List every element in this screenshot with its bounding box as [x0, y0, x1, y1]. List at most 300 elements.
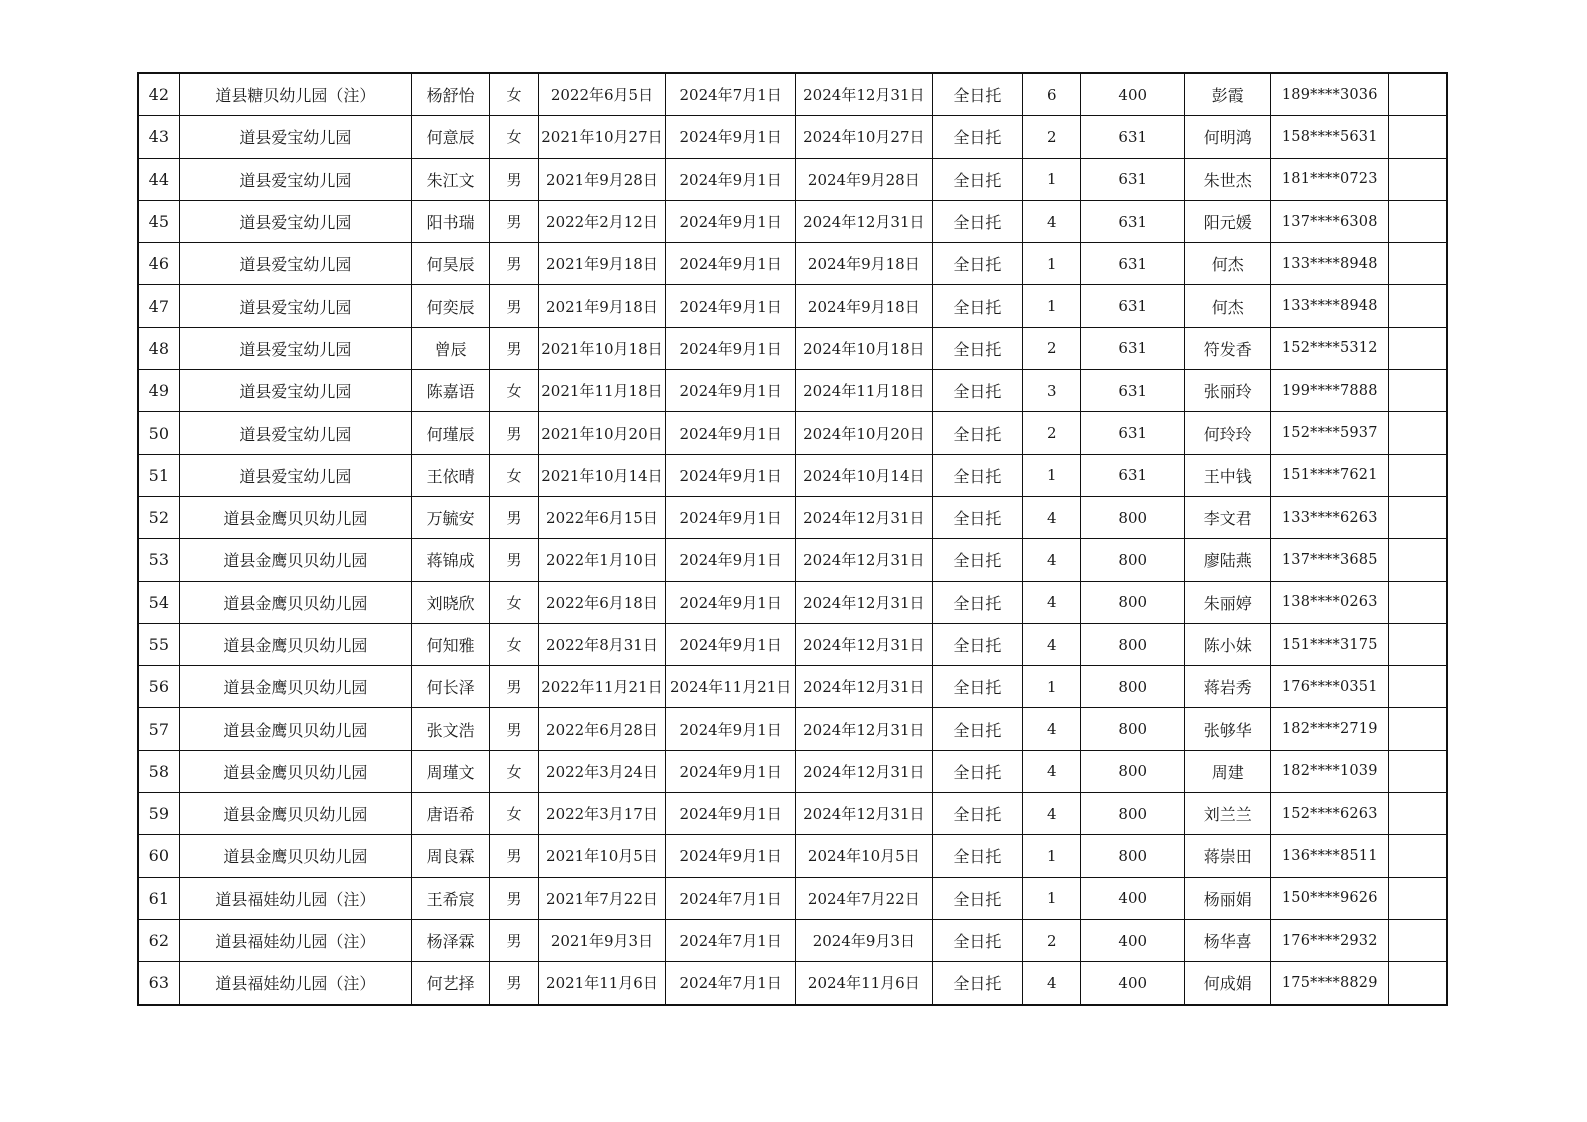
phone-cell: 176****2932	[1271, 919, 1389, 961]
end-date-cell: 2024年10月20日	[795, 412, 932, 454]
row-number-cell: 56	[138, 666, 179, 708]
end-date-cell: 2024年12月31日	[795, 539, 932, 581]
birth-date-cell: 2021年11月6日	[538, 962, 666, 1005]
row-number-cell: 62	[138, 919, 179, 961]
care-type-cell: 全日托	[932, 412, 1022, 454]
months-cell: 1	[1023, 285, 1081, 327]
months-cell: 1	[1023, 877, 1081, 919]
table-row	[138, 750, 1447, 792]
note-cell	[1389, 370, 1447, 412]
care-type-cell: 全日托	[932, 835, 1022, 877]
months-cell: 3	[1023, 370, 1081, 412]
row-number-cell: 49	[138, 370, 179, 412]
child-name-cell: 曾辰	[411, 327, 489, 369]
kindergarten-cell: 道县金鹰贝贝幼儿园	[179, 835, 411, 877]
guardian-name-cell: 何明鸿	[1185, 116, 1271, 158]
table-row	[138, 793, 1447, 835]
amount-cell: 800	[1081, 835, 1185, 877]
end-date-cell: 2024年9月18日	[795, 285, 932, 327]
row-number-cell: 52	[138, 496, 179, 538]
note-cell	[1389, 116, 1447, 158]
amount-cell: 631	[1081, 327, 1185, 369]
gender-cell: 女	[490, 73, 538, 116]
table-row	[138, 73, 1447, 116]
row-number-cell: 47	[138, 285, 179, 327]
months-cell: 4	[1023, 962, 1081, 1005]
gender-cell: 男	[490, 877, 538, 919]
kindergarten-cell: 道县金鹰贝贝幼儿园	[179, 539, 411, 581]
child-name-cell: 王希宸	[411, 877, 489, 919]
start-date-cell: 2024年11月21日	[666, 666, 796, 708]
gender-cell: 男	[490, 666, 538, 708]
kindergarten-cell: 道县爱宝幼儿园	[179, 243, 411, 285]
start-date-cell: 2024年9月1日	[666, 116, 796, 158]
months-cell: 4	[1023, 708, 1081, 750]
table-row	[138, 327, 1447, 369]
note-cell	[1389, 285, 1447, 327]
note-cell	[1389, 793, 1447, 835]
amount-cell: 631	[1081, 200, 1185, 242]
end-date-cell: 2024年9月28日	[795, 158, 932, 200]
care-type-cell: 全日托	[932, 73, 1022, 116]
amount-cell: 800	[1081, 666, 1185, 708]
amount-cell: 400	[1081, 73, 1185, 116]
months-cell: 4	[1023, 793, 1081, 835]
table-row	[138, 454, 1447, 496]
birth-date-cell: 2022年8月31日	[538, 623, 666, 665]
phone-cell: 137****3685	[1271, 539, 1389, 581]
guardian-name-cell: 杨丽娟	[1185, 877, 1271, 919]
end-date-cell: 2024年10月5日	[795, 835, 932, 877]
kindergarten-cell: 道县爱宝幼儿园	[179, 285, 411, 327]
start-date-cell: 2024年9月1日	[666, 285, 796, 327]
months-cell: 2	[1023, 919, 1081, 961]
care-type-cell: 全日托	[932, 877, 1022, 919]
kindergarten-cell: 道县福娃幼儿园（注）	[179, 919, 411, 961]
note-cell	[1389, 158, 1447, 200]
guardian-name-cell: 符发香	[1185, 327, 1271, 369]
months-cell: 1	[1023, 666, 1081, 708]
birth-date-cell: 2022年6月18日	[538, 581, 666, 623]
child-name-cell: 蒋锦成	[411, 539, 489, 581]
gender-cell: 女	[490, 581, 538, 623]
phone-cell: 138****0263	[1271, 581, 1389, 623]
phone-cell: 133****6263	[1271, 496, 1389, 538]
gender-cell: 女	[490, 623, 538, 665]
start-date-cell: 2024年9月1日	[666, 412, 796, 454]
start-date-cell: 2024年9月1日	[666, 623, 796, 665]
child-name-cell: 朱江文	[411, 158, 489, 200]
child-name-cell: 唐语希	[411, 793, 489, 835]
table-row	[138, 116, 1447, 158]
guardian-name-cell: 朱世杰	[1185, 158, 1271, 200]
start-date-cell: 2024年9月1日	[666, 539, 796, 581]
phone-cell: 199****7888	[1271, 370, 1389, 412]
note-cell	[1389, 962, 1447, 1005]
gender-cell: 男	[490, 919, 538, 961]
start-date-cell: 2024年9月1日	[666, 581, 796, 623]
end-date-cell: 2024年12月31日	[795, 496, 932, 538]
note-cell	[1389, 200, 1447, 242]
end-date-cell: 2024年12月31日	[795, 623, 932, 665]
gender-cell: 男	[490, 327, 538, 369]
birth-date-cell: 2022年6月28日	[538, 708, 666, 750]
care-type-cell: 全日托	[932, 327, 1022, 369]
start-date-cell: 2024年9月1日	[666, 454, 796, 496]
table-row	[138, 158, 1447, 200]
care-type-cell: 全日托	[932, 243, 1022, 285]
birth-date-cell: 2021年11月18日	[538, 370, 666, 412]
end-date-cell: 2024年10月18日	[795, 327, 932, 369]
guardian-name-cell: 陈小妹	[1185, 623, 1271, 665]
row-number-cell: 57	[138, 708, 179, 750]
guardian-name-cell: 刘兰兰	[1185, 793, 1271, 835]
amount-cell: 631	[1081, 454, 1185, 496]
birth-date-cell: 2021年10月5日	[538, 835, 666, 877]
table-row	[138, 835, 1447, 877]
guardian-name-cell: 廖陆燕	[1185, 539, 1271, 581]
table-row	[138, 623, 1447, 665]
table-row	[138, 666, 1447, 708]
birth-date-cell: 2021年9月3日	[538, 919, 666, 961]
gender-cell: 男	[490, 285, 538, 327]
child-name-cell: 杨舒怡	[411, 73, 489, 116]
phone-cell: 152****5937	[1271, 412, 1389, 454]
care-type-cell: 全日托	[932, 919, 1022, 961]
gender-cell: 男	[490, 158, 538, 200]
birth-date-cell: 2021年10月14日	[538, 454, 666, 496]
child-name-cell: 刘晓欣	[411, 581, 489, 623]
end-date-cell: 2024年12月31日	[795, 581, 932, 623]
phone-cell: 133****8948	[1271, 285, 1389, 327]
phone-cell: 189****3036	[1271, 73, 1389, 116]
row-number-cell: 61	[138, 877, 179, 919]
birth-date-cell: 2021年7月22日	[538, 877, 666, 919]
kindergarten-cell: 道县金鹰贝贝幼儿园	[179, 708, 411, 750]
note-cell	[1389, 73, 1447, 116]
row-number-cell: 55	[138, 623, 179, 665]
amount-cell: 800	[1081, 496, 1185, 538]
note-cell	[1389, 708, 1447, 750]
gender-cell: 女	[490, 370, 538, 412]
kindergarten-cell: 道县金鹰贝贝幼儿园	[179, 496, 411, 538]
amount-cell: 800	[1081, 623, 1185, 665]
table-row	[138, 919, 1447, 961]
table-row	[138, 285, 1447, 327]
end-date-cell: 2024年12月31日	[795, 73, 932, 116]
row-number-cell: 51	[138, 454, 179, 496]
care-type-cell: 全日托	[932, 496, 1022, 538]
care-type-cell: 全日托	[932, 370, 1022, 412]
phone-cell: 182****2719	[1271, 708, 1389, 750]
note-cell	[1389, 581, 1447, 623]
guardian-name-cell: 阳元媛	[1185, 200, 1271, 242]
phone-cell: 151****7621	[1271, 454, 1389, 496]
table-row	[138, 539, 1447, 581]
end-date-cell: 2024年12月31日	[795, 666, 932, 708]
table-row	[138, 962, 1447, 1005]
phone-cell: 158****5631	[1271, 116, 1389, 158]
gender-cell: 女	[490, 793, 538, 835]
amount-cell: 631	[1081, 116, 1185, 158]
start-date-cell: 2024年7月1日	[666, 919, 796, 961]
months-cell: 2	[1023, 327, 1081, 369]
care-type-cell: 全日托	[932, 581, 1022, 623]
amount-cell: 800	[1081, 793, 1185, 835]
kindergarten-cell: 道县金鹰贝贝幼儿园	[179, 666, 411, 708]
row-number-cell: 44	[138, 158, 179, 200]
table-row	[138, 496, 1447, 538]
gender-cell: 男	[490, 243, 538, 285]
kindergarten-cell: 道县爱宝幼儿园	[179, 327, 411, 369]
end-date-cell: 2024年12月31日	[795, 708, 932, 750]
end-date-cell: 2024年9月18日	[795, 243, 932, 285]
child-name-cell: 何知雅	[411, 623, 489, 665]
kindergarten-cell: 道县爱宝幼儿园	[179, 158, 411, 200]
kindergarten-cell: 道县爱宝幼儿园	[179, 116, 411, 158]
kindergarten-cell: 道县金鹰贝贝幼儿园	[179, 581, 411, 623]
gender-cell: 男	[490, 708, 538, 750]
care-type-cell: 全日托	[932, 285, 1022, 327]
child-name-cell: 陈嘉语	[411, 370, 489, 412]
amount-cell: 800	[1081, 581, 1185, 623]
kindergarten-cell: 道县爱宝幼儿园	[179, 454, 411, 496]
start-date-cell: 2024年9月1日	[666, 750, 796, 792]
gender-cell: 男	[490, 962, 538, 1005]
child-name-cell: 万毓安	[411, 496, 489, 538]
child-name-cell: 王依晴	[411, 454, 489, 496]
row-number-cell: 53	[138, 539, 179, 581]
kindergarten-cell: 道县金鹰贝贝幼儿园	[179, 623, 411, 665]
note-cell	[1389, 919, 1447, 961]
guardian-name-cell: 何成娟	[1185, 962, 1271, 1005]
gender-cell: 男	[490, 412, 538, 454]
row-number-cell: 63	[138, 962, 179, 1005]
end-date-cell: 2024年12月31日	[795, 750, 932, 792]
amount-cell: 400	[1081, 877, 1185, 919]
gender-cell: 男	[490, 496, 538, 538]
guardian-name-cell: 杨华喜	[1185, 919, 1271, 961]
birth-date-cell: 2021年10月20日	[538, 412, 666, 454]
phone-cell: 176****0351	[1271, 666, 1389, 708]
note-cell	[1389, 412, 1447, 454]
end-date-cell: 2024年11月6日	[795, 962, 932, 1005]
gender-cell: 女	[490, 454, 538, 496]
note-cell	[1389, 877, 1447, 919]
phone-cell: 152****6263	[1271, 793, 1389, 835]
months-cell: 4	[1023, 496, 1081, 538]
care-type-cell: 全日托	[932, 962, 1022, 1005]
row-number-cell: 60	[138, 835, 179, 877]
care-type-cell: 全日托	[932, 750, 1022, 792]
phone-cell: 182****1039	[1271, 750, 1389, 792]
note-cell	[1389, 623, 1447, 665]
row-number-cell: 50	[138, 412, 179, 454]
amount-cell: 631	[1081, 158, 1185, 200]
amount-cell: 400	[1081, 962, 1185, 1005]
birth-date-cell: 2021年10月18日	[538, 327, 666, 369]
months-cell: 4	[1023, 581, 1081, 623]
kindergarten-cell: 道县金鹰贝贝幼儿园	[179, 793, 411, 835]
start-date-cell: 2024年7月1日	[666, 73, 796, 116]
birth-date-cell: 2022年1月10日	[538, 539, 666, 581]
guardian-name-cell: 何杰	[1185, 285, 1271, 327]
birth-date-cell: 2022年2月12日	[538, 200, 666, 242]
guardian-name-cell: 蒋岩秀	[1185, 666, 1271, 708]
guardian-name-cell: 李文君	[1185, 496, 1271, 538]
guardian-name-cell: 周建	[1185, 750, 1271, 792]
gender-cell: 男	[490, 539, 538, 581]
kindergarten-cell: 道县金鹰贝贝幼儿园	[179, 750, 411, 792]
amount-cell: 631	[1081, 412, 1185, 454]
care-type-cell: 全日托	[932, 708, 1022, 750]
end-date-cell: 2024年9月3日	[795, 919, 932, 961]
kindergarten-cell: 道县福娃幼儿园（注）	[179, 877, 411, 919]
phone-cell: 181****0723	[1271, 158, 1389, 200]
gender-cell: 女	[490, 750, 538, 792]
care-type-cell: 全日托	[932, 116, 1022, 158]
amount-cell: 800	[1081, 750, 1185, 792]
table-row	[138, 581, 1447, 623]
child-name-cell: 周瑾文	[411, 750, 489, 792]
birth-date-cell: 2021年9月18日	[538, 285, 666, 327]
table-row	[138, 370, 1447, 412]
amount-cell: 631	[1081, 285, 1185, 327]
end-date-cell: 2024年12月31日	[795, 200, 932, 242]
months-cell: 4	[1023, 750, 1081, 792]
birth-date-cell: 2022年6月15日	[538, 496, 666, 538]
note-cell	[1389, 835, 1447, 877]
end-date-cell: 2024年12月31日	[795, 793, 932, 835]
months-cell: 4	[1023, 623, 1081, 665]
phone-cell: 175****8829	[1271, 962, 1389, 1005]
child-name-cell: 杨泽霖	[411, 919, 489, 961]
care-type-cell: 全日托	[932, 793, 1022, 835]
amount-cell: 631	[1081, 243, 1185, 285]
end-date-cell: 2024年10月14日	[795, 454, 932, 496]
amount-cell: 800	[1081, 708, 1185, 750]
months-cell: 1	[1023, 243, 1081, 285]
guardian-name-cell: 何杰	[1185, 243, 1271, 285]
phone-cell: 133****8948	[1271, 243, 1389, 285]
start-date-cell: 2024年9月1日	[666, 793, 796, 835]
guardian-name-cell: 蒋崇田	[1185, 835, 1271, 877]
gender-cell: 男	[490, 200, 538, 242]
table-body	[138, 73, 1447, 1005]
months-cell: 4	[1023, 539, 1081, 581]
care-type-cell: 全日托	[932, 158, 1022, 200]
guardian-name-cell: 王中钱	[1185, 454, 1271, 496]
phone-cell: 150****9626	[1271, 877, 1389, 919]
child-name-cell: 何艺择	[411, 962, 489, 1005]
amount-cell: 400	[1081, 919, 1185, 961]
months-cell: 4	[1023, 200, 1081, 242]
table-row	[138, 877, 1447, 919]
gender-cell: 女	[490, 116, 538, 158]
amount-cell: 631	[1081, 370, 1185, 412]
start-date-cell: 2024年7月1日	[666, 962, 796, 1005]
note-cell	[1389, 750, 1447, 792]
kindergarten-cell: 道县福娃幼儿园（注）	[179, 962, 411, 1005]
note-cell	[1389, 666, 1447, 708]
birth-date-cell: 2021年9月28日	[538, 158, 666, 200]
start-date-cell: 2024年9月1日	[666, 370, 796, 412]
row-number-cell: 54	[138, 581, 179, 623]
child-name-cell: 何意辰	[411, 116, 489, 158]
row-number-cell: 43	[138, 116, 179, 158]
table-row	[138, 243, 1447, 285]
kindergarten-cell: 道县糖贝幼儿园（注）	[179, 73, 411, 116]
end-date-cell: 2024年7月22日	[795, 877, 932, 919]
child-name-cell: 何瑾辰	[411, 412, 489, 454]
end-date-cell: 2024年10月27日	[795, 116, 932, 158]
row-number-cell: 42	[138, 73, 179, 116]
child-name-cell: 张文浩	[411, 708, 489, 750]
months-cell: 2	[1023, 116, 1081, 158]
start-date-cell: 2024年9月1日	[666, 496, 796, 538]
start-date-cell: 2024年9月1日	[666, 158, 796, 200]
row-number-cell: 45	[138, 200, 179, 242]
child-name-cell: 阳书瑞	[411, 200, 489, 242]
months-cell: 6	[1023, 73, 1081, 116]
birth-date-cell: 2021年9月18日	[538, 243, 666, 285]
child-name-cell: 何昊辰	[411, 243, 489, 285]
note-cell	[1389, 243, 1447, 285]
row-number-cell: 58	[138, 750, 179, 792]
start-date-cell: 2024年9月1日	[666, 243, 796, 285]
kindergarten-cell: 道县爱宝幼儿园	[179, 200, 411, 242]
care-type-cell: 全日托	[932, 539, 1022, 581]
guardian-name-cell: 彭霞	[1185, 73, 1271, 116]
guardian-name-cell: 张够华	[1185, 708, 1271, 750]
birth-date-cell: 2022年3月17日	[538, 793, 666, 835]
phone-cell: 137****6308	[1271, 200, 1389, 242]
guardian-name-cell: 何玲玲	[1185, 412, 1271, 454]
end-date-cell: 2024年11月18日	[795, 370, 932, 412]
start-date-cell: 2024年7月1日	[666, 877, 796, 919]
care-type-cell: 全日托	[932, 200, 1022, 242]
birth-date-cell: 2022年3月24日	[538, 750, 666, 792]
note-cell	[1389, 496, 1447, 538]
kindergarten-cell: 道县爱宝幼儿园	[179, 370, 411, 412]
birth-date-cell: 2022年6月5日	[538, 73, 666, 116]
start-date-cell: 2024年9月1日	[666, 200, 796, 242]
care-type-cell: 全日托	[932, 623, 1022, 665]
care-type-cell: 全日托	[932, 666, 1022, 708]
start-date-cell: 2024年9月1日	[666, 835, 796, 877]
months-cell: 2	[1023, 412, 1081, 454]
row-number-cell: 59	[138, 793, 179, 835]
phone-cell: 151****3175	[1271, 623, 1389, 665]
months-cell: 1	[1023, 835, 1081, 877]
child-name-cell: 何长泽	[411, 666, 489, 708]
table-row	[138, 708, 1447, 750]
phone-cell: 136****8511	[1271, 835, 1389, 877]
guardian-name-cell: 朱丽婷	[1185, 581, 1271, 623]
months-cell: 1	[1023, 454, 1081, 496]
table-row	[138, 200, 1447, 242]
note-cell	[1389, 454, 1447, 496]
note-cell	[1389, 327, 1447, 369]
kindergarten-cell: 道县爱宝幼儿园	[179, 412, 411, 454]
start-date-cell: 2024年9月1日	[666, 708, 796, 750]
row-number-cell: 46	[138, 243, 179, 285]
start-date-cell: 2024年9月1日	[666, 327, 796, 369]
child-name-cell: 何奕辰	[411, 285, 489, 327]
enrollment-subsidy-table	[137, 72, 1448, 1006]
birth-date-cell: 2022年11月21日	[538, 666, 666, 708]
child-name-cell: 周良霖	[411, 835, 489, 877]
